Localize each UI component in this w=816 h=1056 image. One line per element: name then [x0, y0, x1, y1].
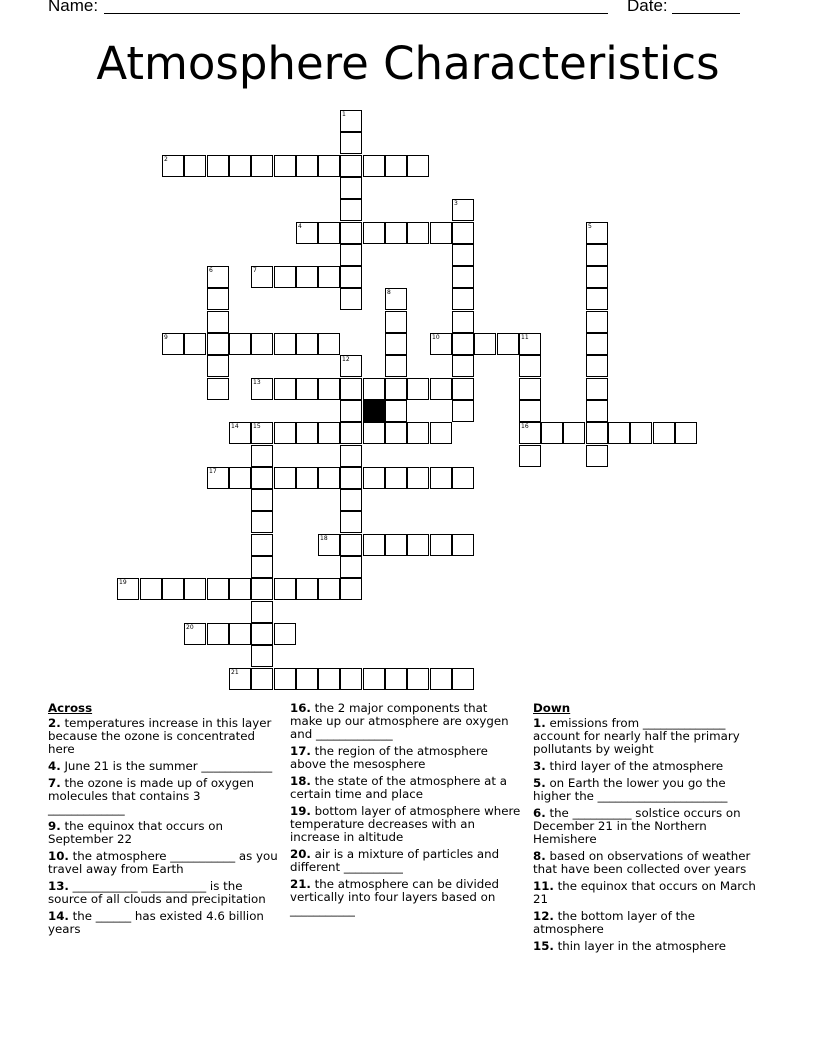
grid-cell[interactable] [296, 668, 318, 690]
grid-cell[interactable] [430, 534, 452, 556]
grid-cell[interactable] [452, 222, 474, 244]
clue-text: the equinox that occurs on March 21 [533, 879, 756, 906]
grid-cell[interactable] [340, 578, 362, 600]
grid-cell[interactable] [586, 244, 608, 266]
grid-cell[interactable] [229, 623, 251, 645]
grid-cell[interactable] [251, 467, 273, 489]
clue-item [48, 760, 280, 773]
grid-cell[interactable] [586, 422, 608, 444]
grid-cell[interactable] [452, 534, 474, 556]
grid-cell[interactable] [207, 623, 229, 645]
clue-number: 18. [290, 774, 311, 788]
grid-cell[interactable] [251, 489, 273, 511]
grid-cell[interactable] [207, 311, 229, 333]
clue-item [48, 777, 280, 816]
grid-cell[interactable] [251, 511, 273, 533]
clue-number: 19. [290, 804, 311, 818]
grid-cell[interactable] [385, 668, 407, 690]
grid-cell[interactable] [385, 311, 407, 333]
grid-cell[interactable] [207, 155, 229, 177]
grid-cell[interactable] [452, 333, 474, 355]
clue-text: the ozone is made up of oxygen molecules that contains 3 _____________ [48, 776, 254, 816]
clue-text: thin layer in the atmosphere [557, 939, 727, 953]
grid-cell[interactable] [608, 422, 630, 444]
grid-cell[interactable] [474, 333, 496, 355]
grid-cell[interactable] [340, 155, 362, 177]
grid-cell[interactable] [340, 511, 362, 533]
clue-item [533, 777, 763, 803]
clue-item [533, 940, 763, 953]
clue-number: 16. [290, 701, 311, 715]
cell-number: 7 [253, 267, 257, 274]
clue-number: 2. [48, 716, 61, 730]
cell-number: 12 [342, 356, 350, 363]
clue-item [48, 910, 280, 936]
grid-cell[interactable] [452, 378, 474, 400]
grid-cell[interactable] [251, 534, 273, 556]
grid-cell[interactable] [340, 132, 362, 154]
grid-cell[interactable] [229, 333, 251, 355]
cell-number: 8 [387, 289, 391, 296]
grid-cell[interactable] [385, 422, 407, 444]
grid-cell[interactable] [296, 155, 318, 177]
grid-cell[interactable] [407, 467, 429, 489]
grid-cell[interactable] [363, 422, 385, 444]
grid-cell[interactable] [407, 222, 429, 244]
grid-cell[interactable] [363, 155, 385, 177]
grid-cell[interactable] [318, 222, 340, 244]
across-clues-column [48, 702, 280, 940]
grid-cell[interactable] [340, 378, 362, 400]
grid-cell[interactable] [452, 288, 474, 310]
cell-number: 4 [298, 223, 302, 230]
grid-cell[interactable] [274, 378, 296, 400]
grid-cell[interactable] [340, 288, 362, 310]
grid-cell[interactable] [363, 222, 385, 244]
clue-number: 12. [533, 909, 554, 923]
clue-number: 17. [290, 744, 311, 758]
cell-number: 11 [521, 334, 529, 341]
grid-cell[interactable] [563, 422, 585, 444]
cell-number: 13 [253, 379, 261, 386]
clue-text: air is a mixture of particles and different __________ [290, 847, 500, 874]
grid-cell[interactable] [340, 445, 362, 467]
cell-number: 6 [209, 267, 213, 274]
clue-item [290, 702, 522, 741]
clue-text: third layer of the atmosphere [549, 759, 724, 773]
page-title: Atmosphere Characteristics [96, 37, 720, 90]
grid-cell[interactable] [207, 333, 229, 355]
cell-number: 16 [521, 423, 529, 430]
cell-number: 1 [342, 111, 346, 118]
grid-cell[interactable] [407, 422, 429, 444]
across-heading: Across [48, 701, 93, 715]
grid-cell[interactable] [251, 601, 273, 623]
grid-cell[interactable] [452, 244, 474, 266]
grid-cell[interactable] [586, 400, 608, 422]
grid-cell[interactable] [452, 668, 474, 690]
grid-cell[interactable] [229, 155, 251, 177]
grid-cell[interactable] [207, 378, 229, 400]
grid-cell[interactable] [675, 422, 697, 444]
grid-cell[interactable] [251, 445, 273, 467]
grid-cell[interactable] [452, 355, 474, 377]
grid-cell[interactable] [184, 578, 206, 600]
clue-text: temperatures increase in this layer because the ozone is concentrated here [48, 716, 272, 756]
cell-number: 17 [209, 468, 217, 475]
grid-cell[interactable] [140, 578, 162, 600]
clue-item [533, 760, 763, 773]
grid-cell[interactable] [318, 467, 340, 489]
grid-cell[interactable] [296, 333, 318, 355]
clue-text: the __________ solstice occurs on December 21 in the Northern Hemishere [533, 806, 741, 846]
grid-cell[interactable] [385, 467, 407, 489]
grid-cell[interactable] [229, 578, 251, 600]
clue-item [48, 850, 280, 876]
cell-number: 15 [253, 423, 261, 430]
cell-number: 21 [231, 669, 239, 676]
clue-number: 1. [533, 716, 546, 730]
clue-number: 10. [48, 849, 69, 863]
grid-cell[interactable] [340, 177, 362, 199]
clue-text: ___________ ___________ is the source of all clouds and precipitation [48, 879, 266, 906]
grid-cell[interactable] [207, 288, 229, 310]
grid-cell[interactable] [296, 422, 318, 444]
grid-cell[interactable] [207, 578, 229, 600]
date-label: Date: [627, 0, 668, 15]
grid-cell[interactable] [251, 623, 273, 645]
grid-cell[interactable] [296, 578, 318, 600]
grid-cell[interactable] [586, 445, 608, 467]
cell-number: 18 [320, 535, 328, 542]
clue-number: 11. [533, 879, 554, 893]
clue-text: the atmosphere ___________ as you travel away from Earth [48, 849, 278, 876]
grid-cell[interactable] [452, 400, 474, 422]
grid-cell[interactable] [430, 467, 452, 489]
grid-cell[interactable] [430, 378, 452, 400]
grid-cell[interactable] [274, 578, 296, 600]
grid-cell[interactable] [497, 333, 519, 355]
grid-cell[interactable] [385, 534, 407, 556]
grid-cell[interactable] [586, 311, 608, 333]
grid-cell[interactable] [430, 668, 452, 690]
grid-cell[interactable] [452, 467, 474, 489]
clue-text: the state of the atmosphere at a certain time and place [290, 774, 507, 801]
grid-cell[interactable] [586, 333, 608, 355]
clue-item [533, 910, 763, 936]
cell-number: 14 [231, 423, 239, 430]
grid-cell[interactable] [274, 266, 296, 288]
clue-item [48, 880, 280, 906]
grid-cell[interactable] [363, 534, 385, 556]
clue-number: 5. [533, 776, 546, 790]
grid-cell[interactable] [274, 668, 296, 690]
clue-text: based on observations of weather that have been collected over years [533, 849, 751, 876]
grid-cell[interactable] [340, 489, 362, 511]
grid-cell[interactable] [519, 355, 541, 377]
grid-cell[interactable] [452, 266, 474, 288]
clue-item [533, 717, 763, 756]
name-label: Name: [48, 0, 99, 15]
grid-cell[interactable] [318, 578, 340, 600]
grid-cell[interactable] [519, 378, 541, 400]
clue-text: the bottom layer of the atmosphere [533, 909, 696, 936]
grid-cell[interactable] [318, 333, 340, 355]
grid-cell[interactable] [340, 534, 362, 556]
clue-text: the ______ has existed 4.6 billion years [48, 909, 264, 936]
grid-cell[interactable] [340, 266, 362, 288]
grid-cell[interactable] [385, 222, 407, 244]
grid-cell[interactable] [296, 467, 318, 489]
clue-item [290, 745, 522, 771]
down-clues-column [533, 702, 763, 957]
grid-cell[interactable] [251, 155, 273, 177]
grid-cell[interactable] [296, 378, 318, 400]
cell-number: 10 [432, 334, 440, 341]
grid-cell[interactable] [340, 556, 362, 578]
grid-cell[interactable] [251, 578, 273, 600]
grid-cell[interactable] [340, 467, 362, 489]
grid-cell[interactable] [385, 400, 407, 422]
grid-cell[interactable] [251, 668, 273, 690]
grid-cell[interactable] [340, 400, 362, 422]
grid-cell[interactable] [586, 378, 608, 400]
clue-text: on Earth the lower you go the higher the ______________________ [533, 776, 728, 803]
grid-cell[interactable] [340, 244, 362, 266]
clue-number: 4. [48, 759, 61, 773]
clue-number: 21. [290, 877, 311, 891]
grid-cell[interactable] [407, 668, 429, 690]
grid-cell[interactable] [251, 645, 273, 667]
clue-text: the 2 major components that make up our atmosphere are oxygen and _____________ [290, 701, 509, 741]
clue-item [533, 850, 763, 876]
grid-cell[interactable] [586, 266, 608, 288]
clue-item [290, 805, 522, 844]
grid-cell[interactable] [407, 378, 429, 400]
grid-cell[interactable] [274, 155, 296, 177]
grid-cell[interactable] [363, 467, 385, 489]
grid-cell[interactable] [340, 199, 362, 221]
grid-cell[interactable] [274, 422, 296, 444]
cell-number: 2 [164, 156, 168, 163]
across-clues-column-2 [290, 702, 522, 921]
clue-number: 9. [48, 819, 61, 833]
grid-cell[interactable] [340, 668, 362, 690]
clue-number: 13. [48, 879, 69, 893]
black-square [363, 400, 385, 422]
cell-number: 5 [588, 223, 592, 230]
clue-item [48, 717, 280, 756]
clue-text: bottom layer of atmosphere where temperature decreases with an increase in altitude [290, 804, 521, 844]
grid-cell[interactable] [251, 333, 273, 355]
clue-item [290, 775, 522, 801]
grid-cell[interactable] [318, 155, 340, 177]
clue-item [290, 848, 522, 874]
grid-cell[interactable] [630, 422, 652, 444]
grid-cell[interactable] [385, 378, 407, 400]
grid-cell[interactable] [296, 266, 318, 288]
grid-cell[interactable] [229, 467, 251, 489]
grid-cell[interactable] [274, 623, 296, 645]
clue-number: 20. [290, 847, 311, 861]
grid-cell[interactable] [385, 333, 407, 355]
grid-cell[interactable] [519, 445, 541, 467]
grid-cell[interactable] [251, 556, 273, 578]
grid-cell[interactable] [363, 378, 385, 400]
grid-cell[interactable] [318, 668, 340, 690]
grid-cell[interactable] [385, 155, 407, 177]
grid-cell[interactable] [653, 422, 675, 444]
clue-item [533, 880, 763, 906]
clue-text: June 21 is the summer ____________ [64, 759, 273, 773]
grid-cell[interactable] [407, 155, 429, 177]
cell-number: 20 [186, 624, 194, 631]
grid-cell[interactable] [541, 422, 563, 444]
clue-text: the atmosphere can be divided vertically into four layers based on ___________ [290, 877, 499, 917]
grid-cell[interactable] [274, 333, 296, 355]
clue-item [533, 807, 763, 846]
clue-text: emissions from ______________ account for nearly half the primary pollutants by weight [533, 716, 740, 756]
cell-number: 19 [119, 579, 127, 586]
grid-cell[interactable] [430, 222, 452, 244]
clue-number: 6. [533, 806, 546, 820]
cell-number: 3 [454, 200, 458, 207]
clue-number: 7. [48, 776, 61, 790]
clue-item [290, 878, 522, 917]
grid-cell[interactable] [184, 333, 206, 355]
grid-cell[interactable] [407, 534, 429, 556]
grid-cell[interactable] [274, 467, 296, 489]
grid-cell[interactable] [340, 222, 362, 244]
grid-cell[interactable] [318, 266, 340, 288]
clue-number: 3. [533, 759, 546, 773]
grid-cell[interactable] [385, 355, 407, 377]
grid-cell[interactable] [340, 422, 362, 444]
clue-item [48, 820, 280, 846]
grid-cell[interactable] [184, 155, 206, 177]
grid-cell[interactable] [363, 668, 385, 690]
clue-text: the region of the atmosphere above the mesosphere [290, 744, 488, 771]
grid-cell[interactable] [430, 422, 452, 444]
grid-cell[interactable] [318, 422, 340, 444]
grid-cell[interactable] [586, 355, 608, 377]
clue-number: 15. [533, 939, 554, 953]
grid-cell[interactable] [207, 355, 229, 377]
grid-cell[interactable] [452, 311, 474, 333]
cell-number: 9 [164, 334, 168, 341]
clue-number: 14. [48, 909, 69, 923]
grid-cell[interactable] [162, 578, 184, 600]
clue-number: 8. [533, 849, 546, 863]
grid-cell[interactable] [318, 378, 340, 400]
grid-cell[interactable] [586, 288, 608, 310]
grid-cell[interactable] [519, 400, 541, 422]
down-heading: Down [533, 701, 571, 715]
clue-text: the equinox that occurs on September 22 [48, 819, 223, 846]
